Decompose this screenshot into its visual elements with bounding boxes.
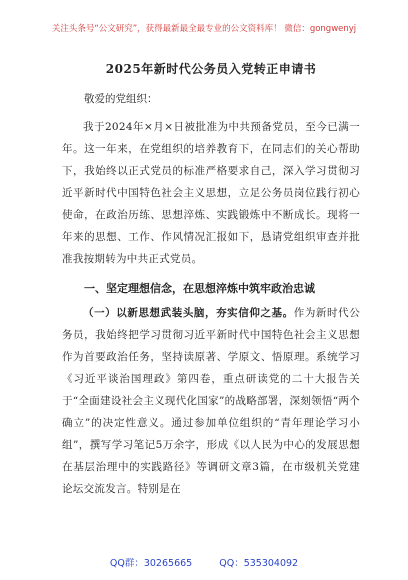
footer	[0, 555, 408, 569]
footer-qq: QQ：535304092	[219, 558, 299, 569]
paragraph-intro: 我于2024年×月×日被批准为中共预备党员，至今已满一年。这一年来，在党组织的培养教育下，在同志们的关心帮助下，我始终以正式党员的标准严格要求自己，深入学习贯彻习近平新时代中国特色社会主义思想，立足公务员岗位践行初心使命，在政治历练、思想淬炼、实践锻炼中不断成长。现将一年来的思想、工作、作风情况汇报如下，恳请党组织审查并批准我按期转为中共正式党员。	[62, 121, 360, 265]
header-banner: 关注头条号“公文研究”，获得最新最全最专业的公文资料库！ 微信：gongwenyj	[51, 24, 357, 34]
section-heading-1: 一、坚定理想信念，在思想淬炼中筑牢政治忠诚	[84, 282, 315, 295]
greeting: 敬爱的党组织：	[84, 93, 158, 105]
document-title: 2025年新时代公务员入党转正申请书	[105, 62, 317, 76]
document-body	[62, 60, 360, 500]
paragraph-section-1-text: 作为新时代公务员，我始终把学习贯彻习近平新时代中国特色社会主义思想作为首要政治任务，坚持读原著、学原文、悟原理。系统学习《习近平谈治国理政》第四卷，重点研读党的二十大报告关于“全面建设社会主义现代化国家”的战略部署，深刻领悟“两个确立”的决定性意义。通过参加单位组织的“青年理论学习小组”，撰写学习笔记5万余字，形成《以人民为中心的发展思想在基层治理中的实践路径》等调研文章3篇，在市级机关党建论坛交流发言。特别是在	[62, 307, 360, 495]
footer-qq-group: QQ群：30265665	[109, 558, 193, 569]
paragraph-section-1	[62, 302, 360, 500]
subheading-1: （一）以新思想武装头脑，夯实信仰之基。	[83, 307, 294, 319]
